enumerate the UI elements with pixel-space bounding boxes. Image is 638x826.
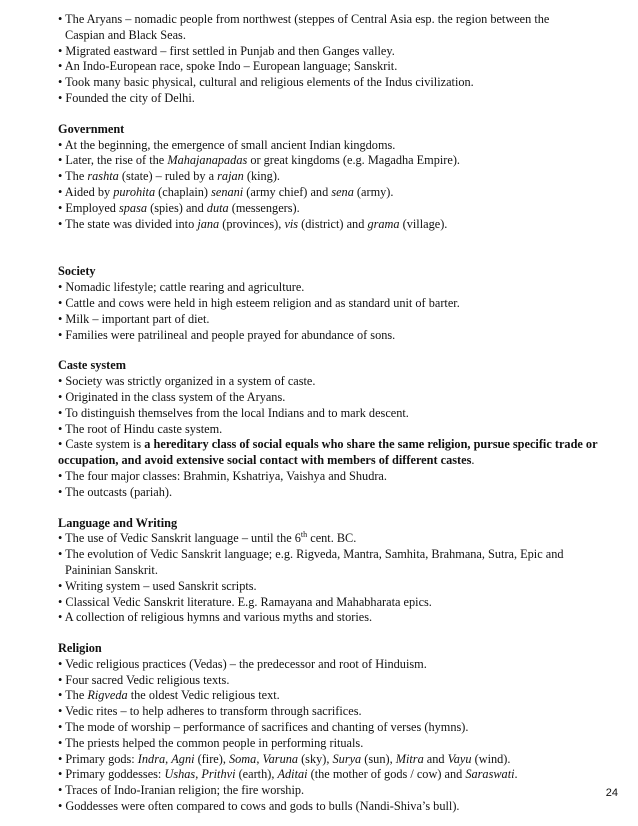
italic-term: Indra bbox=[137, 751, 166, 766]
text-run: • The state was divided into bbox=[58, 216, 198, 231]
text-run: • Originated in the class system of the Aryans. bbox=[58, 389, 286, 404]
bullet-item bbox=[58, 185, 618, 201]
bullet-item bbox=[58, 328, 618, 344]
italic-term: Soma bbox=[229, 751, 257, 766]
text-run: • Classical Vedic Sanskrit literature. E.g. Ramayana and Mahabharata epics. bbox=[58, 594, 432, 609]
text-run: • Primary goddesses: bbox=[58, 767, 165, 782]
page-number: 24 bbox=[605, 787, 618, 799]
bullet-item bbox=[58, 595, 618, 611]
bullet-item bbox=[58, 579, 618, 595]
text-run: or great kingdoms (e.g. Magadha Empire). bbox=[247, 153, 461, 168]
bullet-item bbox=[58, 610, 618, 626]
text-run: (sun), bbox=[361, 751, 396, 766]
text-run: the oldest Vedic religious text. bbox=[127, 688, 280, 703]
italic-term: rajan bbox=[217, 169, 244, 184]
text-run: (village). bbox=[399, 216, 448, 231]
section-heading: Religion bbox=[58, 641, 102, 656]
italic-term: Prithvi bbox=[201, 767, 236, 782]
text-run: • Cattle and cows were held in high esteem religion and as standard unit of barter. bbox=[58, 295, 460, 310]
text-run: , bbox=[195, 767, 202, 782]
bullet-item bbox=[58, 767, 618, 783]
bullet-item bbox=[58, 138, 618, 154]
italic-term: Ushas bbox=[164, 767, 196, 782]
bullet-item bbox=[58, 673, 618, 689]
text-run: (the mother of gods / cow) and bbox=[307, 767, 466, 782]
text-run: • Migrated eastward – first settled in Punjab and then Ganges valley. bbox=[58, 43, 395, 58]
text-run: • The evolution of Vedic Sanskrit language; e.g. Rigveda, Mantra, Samhita, Brahmana, Sutra, Epic and bbox=[58, 547, 564, 562]
text-run: • Aided by bbox=[58, 184, 114, 199]
text-run: • The mode of worship – performance of sacrifices and chanting of verses (hymns). bbox=[58, 720, 469, 735]
text-run: • An Indo-European race, spoke Indo – European language; Sanskrit. bbox=[58, 59, 398, 74]
text-run: Caspian and Black Seas. bbox=[65, 27, 186, 42]
text-run: • The bbox=[58, 169, 88, 184]
bullet-item bbox=[58, 153, 618, 169]
text-run: • Vedic rites – to help adheres to transform through sacrifices. bbox=[58, 704, 362, 719]
italic-term: Mahajanapadas bbox=[167, 153, 248, 168]
bullet-item bbox=[58, 390, 618, 406]
text-run: • Later, the rise of the bbox=[58, 153, 168, 168]
bullet-item bbox=[58, 469, 618, 485]
sections-container bbox=[58, 122, 618, 815]
bullet-item bbox=[58, 91, 618, 107]
text-run: • A collection of religious hymns and various myths and stories. bbox=[58, 610, 373, 625]
italic-term: Agni bbox=[171, 751, 195, 766]
text-run: (chaplain) bbox=[155, 184, 212, 199]
bullet-item bbox=[58, 437, 618, 453]
bullet-item bbox=[58, 485, 618, 501]
text-run: • Nomadic lifestyle; cattle rearing and agriculture. bbox=[58, 280, 305, 295]
bullet-item bbox=[58, 531, 618, 547]
text-run: (provinces), bbox=[219, 216, 285, 231]
text-run: • Primary gods: bbox=[58, 751, 138, 766]
bullet-item bbox=[58, 12, 618, 28]
bullet-item bbox=[58, 799, 618, 815]
text-line-continuation bbox=[58, 563, 618, 579]
bullet-item bbox=[58, 406, 618, 422]
bullet-item bbox=[58, 453, 618, 469]
section-heading: Caste system bbox=[58, 358, 126, 373]
text-run: • The four major classes: Brahmin, Kshatriya, Vaishya and Shudra. bbox=[58, 468, 387, 483]
italic-term: purohita bbox=[113, 184, 156, 199]
text-run: (fire), bbox=[194, 751, 229, 766]
bullet-item bbox=[58, 296, 618, 312]
italic-term: sena bbox=[331, 184, 354, 199]
bullet-item bbox=[58, 657, 618, 673]
bullet-item bbox=[58, 201, 618, 217]
text-run: • The outcasts (pariah). bbox=[58, 484, 173, 499]
italic-term: jana bbox=[197, 216, 220, 231]
bullet-item bbox=[58, 44, 618, 60]
text-run: • Goddesses were often compared to cows and gods to bulls (Nandi-Shiva’s bull). bbox=[58, 799, 460, 814]
text-run: (army). bbox=[353, 184, 394, 199]
text-run: cent. BC. bbox=[307, 531, 357, 546]
text-run: • Caste system is bbox=[58, 437, 145, 452]
text-run: (wind). bbox=[471, 751, 511, 766]
bullet-item bbox=[58, 59, 618, 75]
bullet-item bbox=[58, 75, 618, 91]
bullet-item bbox=[58, 547, 618, 563]
bullet-item bbox=[58, 422, 618, 438]
section-heading: Society bbox=[58, 264, 96, 279]
italic-term: grama bbox=[367, 216, 400, 231]
bullet-item bbox=[58, 720, 618, 736]
intro-list bbox=[58, 12, 618, 107]
italic-term: Vayu bbox=[447, 751, 472, 766]
text-run: • At the beginning, the emergence of small ancient Indian kingdoms. bbox=[58, 137, 396, 152]
italic-term: Surya bbox=[332, 751, 362, 766]
italic-term: senani bbox=[211, 184, 244, 199]
text-run: • Founded the city of Delhi. bbox=[58, 90, 195, 105]
bullet-item bbox=[58, 736, 618, 752]
bold-text: a hereditary class of social equals who share the same religion, pursue specific trade or bbox=[144, 437, 598, 452]
text-run: (spies) and bbox=[147, 200, 207, 215]
text-run: • Writing system – used Sanskrit scripts. bbox=[58, 578, 257, 593]
italic-term: Rigveda bbox=[87, 688, 128, 703]
italic-term: rashta bbox=[87, 169, 119, 184]
text-run: and bbox=[423, 751, 448, 766]
bullet-item bbox=[58, 280, 618, 296]
text-run: • Four sacred Vedic religious texts. bbox=[58, 672, 230, 687]
text-run: . bbox=[514, 767, 518, 782]
bullet-item bbox=[58, 752, 618, 768]
text-run: • Milk – important part of diet. bbox=[58, 311, 210, 326]
text-run: • The Aryans – nomadic people from northwest (steppes of Central Asia esp. the region between the bbox=[58, 12, 550, 26]
text-run: • The priests helped the common people in performing rituals. bbox=[58, 735, 364, 750]
italic-term: Varuna bbox=[262, 751, 299, 766]
bullet-item bbox=[58, 169, 618, 185]
text-run: . bbox=[471, 453, 475, 468]
text-run: (messengers). bbox=[228, 200, 300, 215]
text-run: • Vedic religious practices (Vedas) – the predecessor and root of Hinduism. bbox=[58, 656, 427, 671]
text-run: • The use of Vedic Sanskrit language – until the 6 bbox=[58, 531, 301, 546]
section-heading: Government bbox=[58, 121, 125, 136]
text-run: (sky), bbox=[298, 751, 333, 766]
italic-term: Saraswati bbox=[465, 767, 515, 782]
section-heading: Language and Writing bbox=[58, 515, 178, 530]
bullet-item bbox=[58, 783, 618, 799]
text-run: • The bbox=[58, 688, 88, 703]
italic-term: spasa bbox=[119, 200, 148, 215]
italic-term: duta bbox=[206, 200, 229, 215]
text-run: , bbox=[165, 751, 172, 766]
text-run: (army chief) and bbox=[243, 184, 332, 199]
italic-term: vis bbox=[284, 216, 299, 231]
text-run: (earth), bbox=[235, 767, 278, 782]
bullet-item bbox=[58, 704, 618, 720]
text-run: • Families were patrilineal and people prayed for abundance of sons. bbox=[58, 327, 396, 342]
italic-term: Mitra bbox=[395, 751, 424, 766]
text-run: • To distinguish themselves from the local Indians and to mark descent. bbox=[58, 405, 409, 420]
text-run: • Took many basic physical, cultural and religious elements of the Indus civilization. bbox=[58, 75, 474, 90]
text-run: • Society was strictly organized in a system of caste. bbox=[58, 374, 316, 389]
text-run: (state) – ruled by a bbox=[118, 169, 218, 184]
bullet-item bbox=[58, 688, 618, 704]
text-run: • The root of Hindu caste system. bbox=[58, 421, 223, 436]
text-run: , bbox=[256, 751, 263, 766]
text-run: Paininian Sanskrit. bbox=[65, 562, 158, 577]
italic-term: Aditai bbox=[277, 767, 308, 782]
document-page bbox=[58, 12, 618, 815]
text-run: (king). bbox=[243, 169, 280, 184]
bullet-item bbox=[58, 374, 618, 390]
text-run: • Traces of Indo-Iranian religion; the fire worship. bbox=[58, 783, 305, 798]
text-run: (district) and bbox=[298, 216, 368, 231]
bullet-item bbox=[58, 312, 618, 328]
bold-text: occupation, and avoid extensive social contact with members of different castes bbox=[58, 453, 472, 468]
superscript: th bbox=[300, 530, 308, 540]
text-line-continuation bbox=[58, 28, 618, 44]
bullet-item bbox=[58, 217, 618, 233]
text-run: • Employed bbox=[58, 200, 119, 215]
